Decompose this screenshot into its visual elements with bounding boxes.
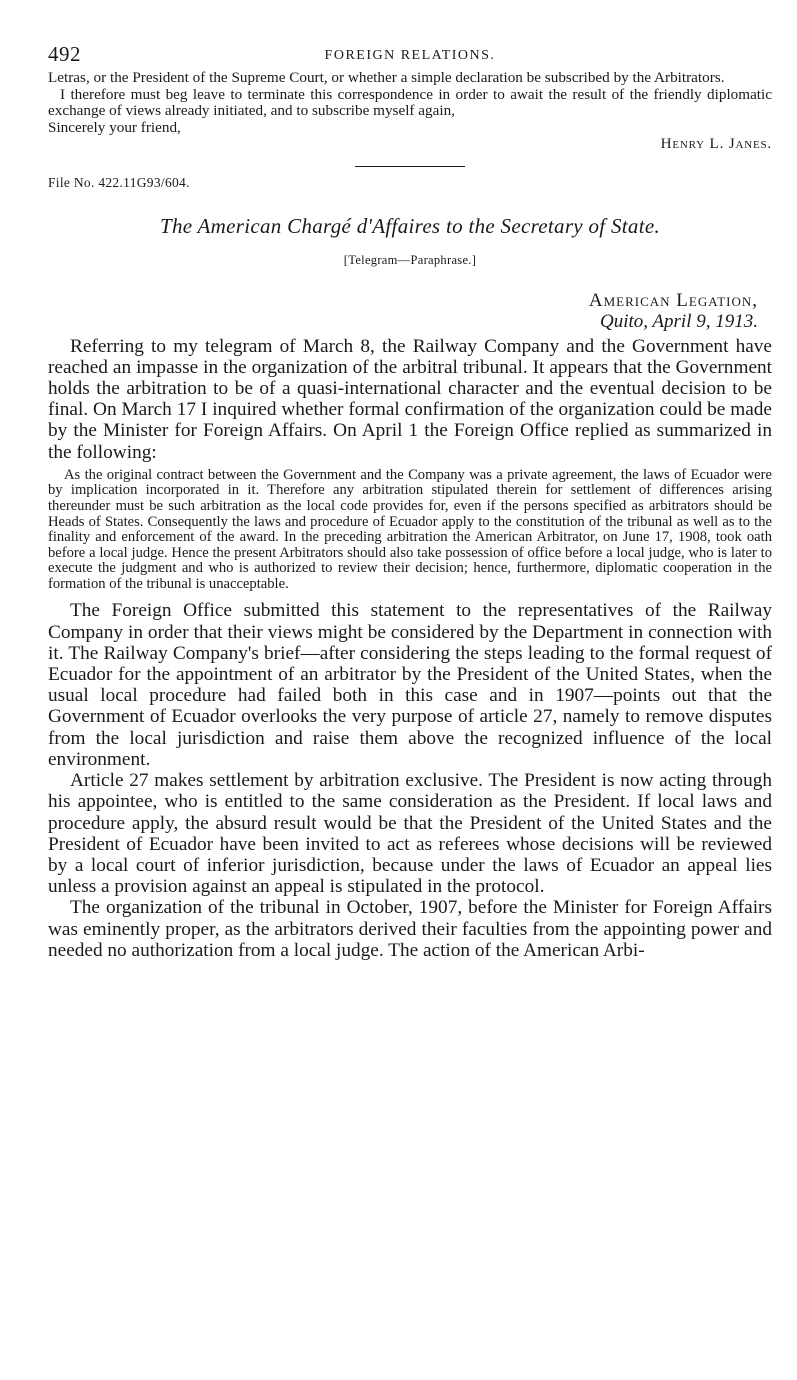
running-head: FOREIGN RELATIONS. (324, 48, 496, 63)
body-paragraph-2: The Foreign Office submitted this statement to the representatives of the Railway Company in order that their views might be considered by the Department in connection with it. The Railway Company's brief—after considering the steps leading to the formal request of Ecuador for the appointment of an arbitrator by the President of the United States, when the usual local procedure had failed both in this case and in 1907—points out that the Government of Ecuador overlooks the very purpose of article 27, namely to remove disputes from the local jurisdiction and raise them above the recognized influence of the local environment. (48, 600, 772, 770)
letter-signature: Henry L. Janes. (660, 135, 772, 152)
dateline: Quito, April 9, 1913. (600, 310, 758, 332)
telegram-note: [Telegram—Paraphrase.] (343, 252, 477, 267)
legation-name: American Legation, (588, 289, 758, 311)
quoted-summary-text: As the original contract between the Government and the Company was a private agreement, the laws of Ecuador were by implication incorporated in it. Therefore any arbitration stipulated therein for settlement of differences arising thereunder must be such arbitration as the local code provides for, even if the persons specified as arbitrators should be Heads of States. Consequently the laws and procedure of Ecuador apply to the constitution of the tribunal as well as to the finality and enforcement of the award. In the preceding arbitration the American Arbitrator, on June 17, 1908, took oath before a local judge. Hence the present Arbitrators should also take possession of office before a local judge, who is later to execute the judgment and who is authorized to review their decision; hence, furthermore, diplomatic cooperation in the formation of the tribunal is unacceptable. (48, 466, 772, 592)
preceding-letter-end (48, 70, 772, 153)
preceding-paragraph-2: I therefore must beg leave to terminate this correspondence in order to await the result of the friendly diplomatic exchange of views already initiated, and to subscribe myself again, (48, 85, 772, 119)
address-block (48, 290, 772, 332)
body-paragraph-3: Article 27 makes settlement by arbitration exclusive. The President is now acting through his appointee, who is entitled to the same consideration as the President. If local laws and procedure apply, the absurd result would be that the President of the United States and the President of Ecuador have been invited to act as referees whose decisions will be reviewed by a local court of inferior jurisdiction, because under the laws of Ecuador an appeal lies unless a provision against an appeal is stipulated in the protocol. (48, 770, 772, 898)
letter-closing: Sincerely your friend, (48, 118, 181, 136)
telegram-body (48, 336, 772, 961)
quoted-summary (48, 468, 772, 593)
section-divider (355, 166, 465, 167)
page-header (48, 40, 772, 70)
document-title: The American Chargé d'Affaires to the Secretary of State. (159, 213, 661, 238)
preceding-paragraph-1: Letras, or the President of the Supreme Court, or whether a simple declaration be subscribed by the Arbitrators. (48, 69, 725, 86)
body-paragraph-1: Referring to my telegram of March 8, the Railway Company and the Government have reached an impasse in the organization of the arbitral tribunal. It appears that the Government holds the arbitration to be of a quasi-international character and the eventual decision to be final. On March 17 I inquired whether formal confirmation of the organization could be made by the Minister for Foreign Affairs. On April 1 the Foreign Office replied as summarized in the following: (48, 335, 772, 463)
page-number: 492 (48, 42, 81, 66)
document-page (48, 40, 772, 961)
file-number: File No. 422.11G93/604. (48, 174, 190, 190)
body-paragraph-4: The organization of the tribunal in October, 1907, before the Minister for Foreign Affairs was eminently proper, as the arbitrators derived their faculties from the appointing power and needed no authorization from a local judge. The action of the American Arbi- (48, 897, 772, 961)
